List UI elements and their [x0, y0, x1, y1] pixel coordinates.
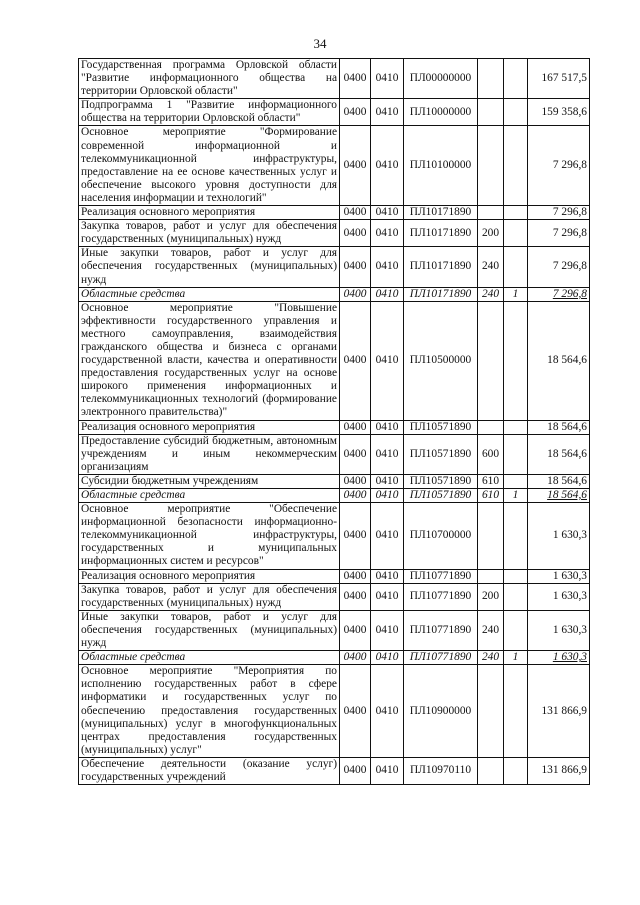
amount-value: 7 296,8 [552, 287, 587, 300]
amount-cell [528, 489, 590, 503]
row-name-cell: Реализация основного мероприятия [79, 420, 340, 434]
section-code-cell: 0400 [340, 503, 371, 569]
row-name-cell: Реализация основного мероприятия [79, 206, 340, 220]
expense-type-code-cell [478, 420, 504, 434]
expense-type-code-cell: 200 [478, 220, 504, 247]
amount-cell [528, 126, 590, 206]
funding-source-cell: 1 [504, 651, 528, 665]
subsection-code-cell: 0410 [371, 610, 404, 650]
funding-source-cell [504, 206, 528, 220]
funding-source-cell [504, 665, 528, 758]
target-article-code-cell: ПЛ10100000 [404, 126, 478, 206]
subsection-code-cell: 0410 [371, 489, 404, 503]
table-row [79, 757, 590, 784]
amount-value: 1 630,3 [552, 529, 587, 542]
amount-value: 18 564,6 [547, 489, 587, 501]
table-row [79, 220, 590, 247]
section-code-cell: 0400 [340, 247, 371, 287]
amount-cell [528, 569, 590, 583]
section-code-cell: 0400 [340, 99, 371, 126]
amount-cell [528, 287, 590, 301]
subsection-code-cell: 0410 [371, 651, 404, 665]
amount-cell [528, 757, 590, 784]
budget-table [78, 58, 590, 785]
amount-cell [528, 420, 590, 434]
subsection-code-cell: 0410 [371, 665, 404, 758]
funding-source-cell [504, 59, 528, 99]
amount-value: 7 296,8 [552, 159, 587, 172]
table-row [79, 99, 590, 126]
table-row [79, 583, 590, 610]
amount-cell [528, 301, 590, 420]
row-name-cell: Областные средства [79, 489, 340, 503]
table-row [79, 489, 590, 503]
funding-source-cell [504, 434, 528, 474]
section-code-cell: 0400 [340, 126, 371, 206]
subsection-code-cell: 0410 [371, 420, 404, 434]
section-code-cell: 0400 [340, 583, 371, 610]
expense-type-code-cell [478, 126, 504, 206]
row-name-cell: Иные закупки товаров, работ и услуг для обеспечения государственных (муниципальных) нужд [79, 610, 340, 650]
table-row [79, 651, 590, 665]
amount-value: 18 564,6 [547, 420, 587, 433]
target-article-code-cell: ПЛ10900000 [404, 665, 478, 758]
amount-cell [528, 651, 590, 665]
table-row [79, 59, 590, 99]
subsection-code-cell: 0410 [371, 583, 404, 610]
section-code-cell: 0400 [340, 569, 371, 583]
funding-source-cell [504, 583, 528, 610]
expense-type-code-cell: 240 [478, 247, 504, 287]
section-code-cell: 0400 [340, 59, 371, 99]
table-row [79, 474, 590, 488]
funding-source-cell [504, 420, 528, 434]
section-code-cell: 0400 [340, 434, 371, 474]
expense-type-code-cell [478, 757, 504, 784]
row-name-cell: Закупка товаров, работ и услуг для обеспечения государственных (муниципальных) нужд [79, 220, 340, 247]
row-name-cell: Обеспечение деятельности (оказание услуг) государственных учреждений [79, 757, 340, 784]
subsection-code-cell: 0410 [371, 757, 404, 784]
funding-source-cell [504, 474, 528, 488]
funding-source-cell [504, 301, 528, 420]
amount-value: 1 630,3 [552, 590, 587, 603]
amount-value: 7 296,8 [552, 206, 587, 219]
subsection-code-cell: 0410 [371, 301, 404, 420]
expense-type-code-cell: 610 [478, 474, 504, 488]
amount-cell [528, 665, 590, 758]
table-row [79, 301, 590, 420]
target-article-code-cell: ПЛ10171890 [404, 206, 478, 220]
amount-value: 1 630,3 [552, 569, 587, 582]
section-code-cell: 0400 [340, 757, 371, 784]
amount-cell [528, 247, 590, 287]
funding-source-cell [504, 247, 528, 287]
funding-source-cell [504, 610, 528, 650]
section-code-cell: 0400 [340, 474, 371, 488]
row-name-cell: Субсидии бюджетным учреждениям [79, 474, 340, 488]
section-code-cell: 0400 [340, 665, 371, 758]
amount-value: 159 358,6 [541, 105, 587, 118]
amount-value: 1 630,3 [552, 623, 587, 636]
amount-cell [528, 99, 590, 126]
table-row [79, 420, 590, 434]
subsection-code-cell: 0410 [371, 503, 404, 569]
amount-value: 18 564,6 [547, 447, 587, 460]
section-code-cell: 0400 [340, 206, 371, 220]
target-article-code-cell: ПЛ10700000 [404, 503, 478, 569]
expense-type-code-cell: 240 [478, 610, 504, 650]
table-row [79, 206, 590, 220]
funding-source-cell: 1 [504, 287, 528, 301]
section-code-cell: 0400 [340, 610, 371, 650]
table-row [79, 287, 590, 301]
expense-type-code-cell: 600 [478, 434, 504, 474]
expense-type-code-cell [478, 569, 504, 583]
subsection-code-cell: 0410 [371, 59, 404, 99]
expense-type-code-cell [478, 99, 504, 126]
amount-value: 7 296,8 [552, 260, 587, 273]
table-row [79, 569, 590, 583]
target-article-code-cell: ПЛ10970110 [404, 757, 478, 784]
funding-source-cell [504, 503, 528, 569]
amount-value: 7 296,8 [552, 226, 587, 239]
row-name-cell: Основное мероприятие "Повышение эффективности государственного управления и местного самоуправления, взаимодействия гражданского общества и бизнеса с органами государственной власти, качества и оперативности предоставления государственных услуг на основе широкого применения информационных и телекоммуникационных технологий (формирование электронного правительства)" [79, 301, 340, 420]
subsection-code-cell: 0410 [371, 206, 404, 220]
target-article-code-cell: ПЛ10571890 [404, 420, 478, 434]
amount-cell [528, 583, 590, 610]
target-article-code-cell: ПЛ10571890 [404, 489, 478, 503]
subsection-code-cell: 0410 [371, 287, 404, 301]
subsection-code-cell: 0410 [371, 220, 404, 247]
section-code-cell: 0400 [340, 220, 371, 247]
funding-source-cell [504, 99, 528, 126]
amount-cell [528, 474, 590, 488]
expense-type-code-cell [478, 206, 504, 220]
expense-type-code-cell [478, 665, 504, 758]
expense-type-code-cell [478, 301, 504, 420]
row-name-cell: Иные закупки товаров, работ и услуг для обеспечения государственных (муниципальных) нужд [79, 247, 340, 287]
section-code-cell: 0400 [340, 489, 371, 503]
section-code-cell: 0400 [340, 301, 371, 420]
subsection-code-cell: 0410 [371, 569, 404, 583]
target-article-code-cell: ПЛ10171890 [404, 287, 478, 301]
expense-type-code-cell: 200 [478, 583, 504, 610]
expense-type-code-cell [478, 503, 504, 569]
section-code-cell: 0400 [340, 287, 371, 301]
target-article-code-cell: ПЛ10171890 [404, 247, 478, 287]
subsection-code-cell: 0410 [371, 247, 404, 287]
amount-cell [528, 59, 590, 99]
table-row [79, 610, 590, 650]
funding-source-cell: 1 [504, 489, 528, 503]
funding-source-cell [504, 757, 528, 784]
amount-value: 1 630,3 [552, 651, 587, 664]
row-name-cell: Основное мероприятие "Формирование современной информационной и телекоммуникационной инфраструктуры, предоставление на ее основе качественных услуг и обеспечение высокого уровня доступности для населения информации и технологий" [79, 126, 340, 206]
amount-value: 18 564,6 [547, 354, 587, 367]
table-row [79, 247, 590, 287]
row-name-cell: Закупка товаров, работ и услуг для обеспечения государственных (муниципальных) нужд [79, 583, 340, 610]
table-row [79, 126, 590, 206]
target-article-code-cell: ПЛ10500000 [404, 301, 478, 420]
target-article-code-cell: ПЛ10171890 [404, 220, 478, 247]
amount-value: 131 866,9 [541, 704, 587, 717]
subsection-code-cell: 0410 [371, 99, 404, 126]
target-article-code-cell: ПЛ10571890 [404, 434, 478, 474]
row-name-cell: Подпрограмма 1 "Развитие информационного общества на территории Орловской области" [79, 99, 340, 126]
row-name-cell: Областные средства [79, 287, 340, 301]
row-name-cell: Реализация основного мероприятия [79, 569, 340, 583]
amount-value: 167 517,5 [541, 72, 587, 85]
subsection-code-cell: 0410 [371, 434, 404, 474]
amount-cell [528, 610, 590, 650]
target-article-code-cell: ПЛ10771890 [404, 651, 478, 665]
target-article-code-cell: ПЛ10771890 [404, 569, 478, 583]
target-article-code-cell: ПЛ00000000 [404, 59, 478, 99]
target-article-code-cell: ПЛ10571890 [404, 474, 478, 488]
expense-type-code-cell: 610 [478, 489, 504, 503]
funding-source-cell [504, 126, 528, 206]
section-code-cell: 0400 [340, 420, 371, 434]
row-name-cell: Основное мероприятие "Обеспечение информационной безопасности информационно-телекоммуникационной инфраструктуры, государственных и муниципальных информационных систем и ресурсов" [79, 503, 340, 569]
expense-type-code-cell: 240 [478, 651, 504, 665]
page-number: 34 [313, 36, 327, 51]
target-article-code-cell: ПЛ10771890 [404, 610, 478, 650]
subsection-code-cell: 0410 [371, 126, 404, 206]
funding-source-cell [504, 569, 528, 583]
amount-value: 18 564,6 [547, 474, 587, 487]
table-row [79, 665, 590, 758]
row-name-cell: Предоставление субсидий бюджетным, автономным учреждениям и иным некоммерческим организациям [79, 434, 340, 474]
target-article-code-cell: ПЛ10000000 [404, 99, 478, 126]
row-name-cell: Областные средства [79, 651, 340, 665]
funding-source-cell [504, 220, 528, 247]
row-name-cell: Государственная программа Орловской области "Развитие информационного общества на территории Орловской области" [79, 59, 340, 99]
row-name-cell: Основное мероприятие "Мероприятия по исполнению государственных работ в сфере информатики и государственных услуг по обеспечению предоставления государственных (муниципальных) услуг в многофункциональных центрах предоставления государственных (муниципальных) услуг" [79, 665, 340, 758]
target-article-code-cell: ПЛ10771890 [404, 583, 478, 610]
amount-cell [528, 434, 590, 474]
amount-cell [528, 220, 590, 247]
budget-table-body [79, 59, 590, 785]
subsection-code-cell: 0410 [371, 474, 404, 488]
table-row [79, 503, 590, 569]
section-code-cell: 0400 [340, 651, 371, 665]
expense-type-code-cell: 240 [478, 287, 504, 301]
amount-cell [528, 206, 590, 220]
expense-type-code-cell [478, 59, 504, 99]
amount-cell [528, 503, 590, 569]
table-row [79, 434, 590, 474]
amount-value: 131 866,9 [541, 764, 587, 777]
